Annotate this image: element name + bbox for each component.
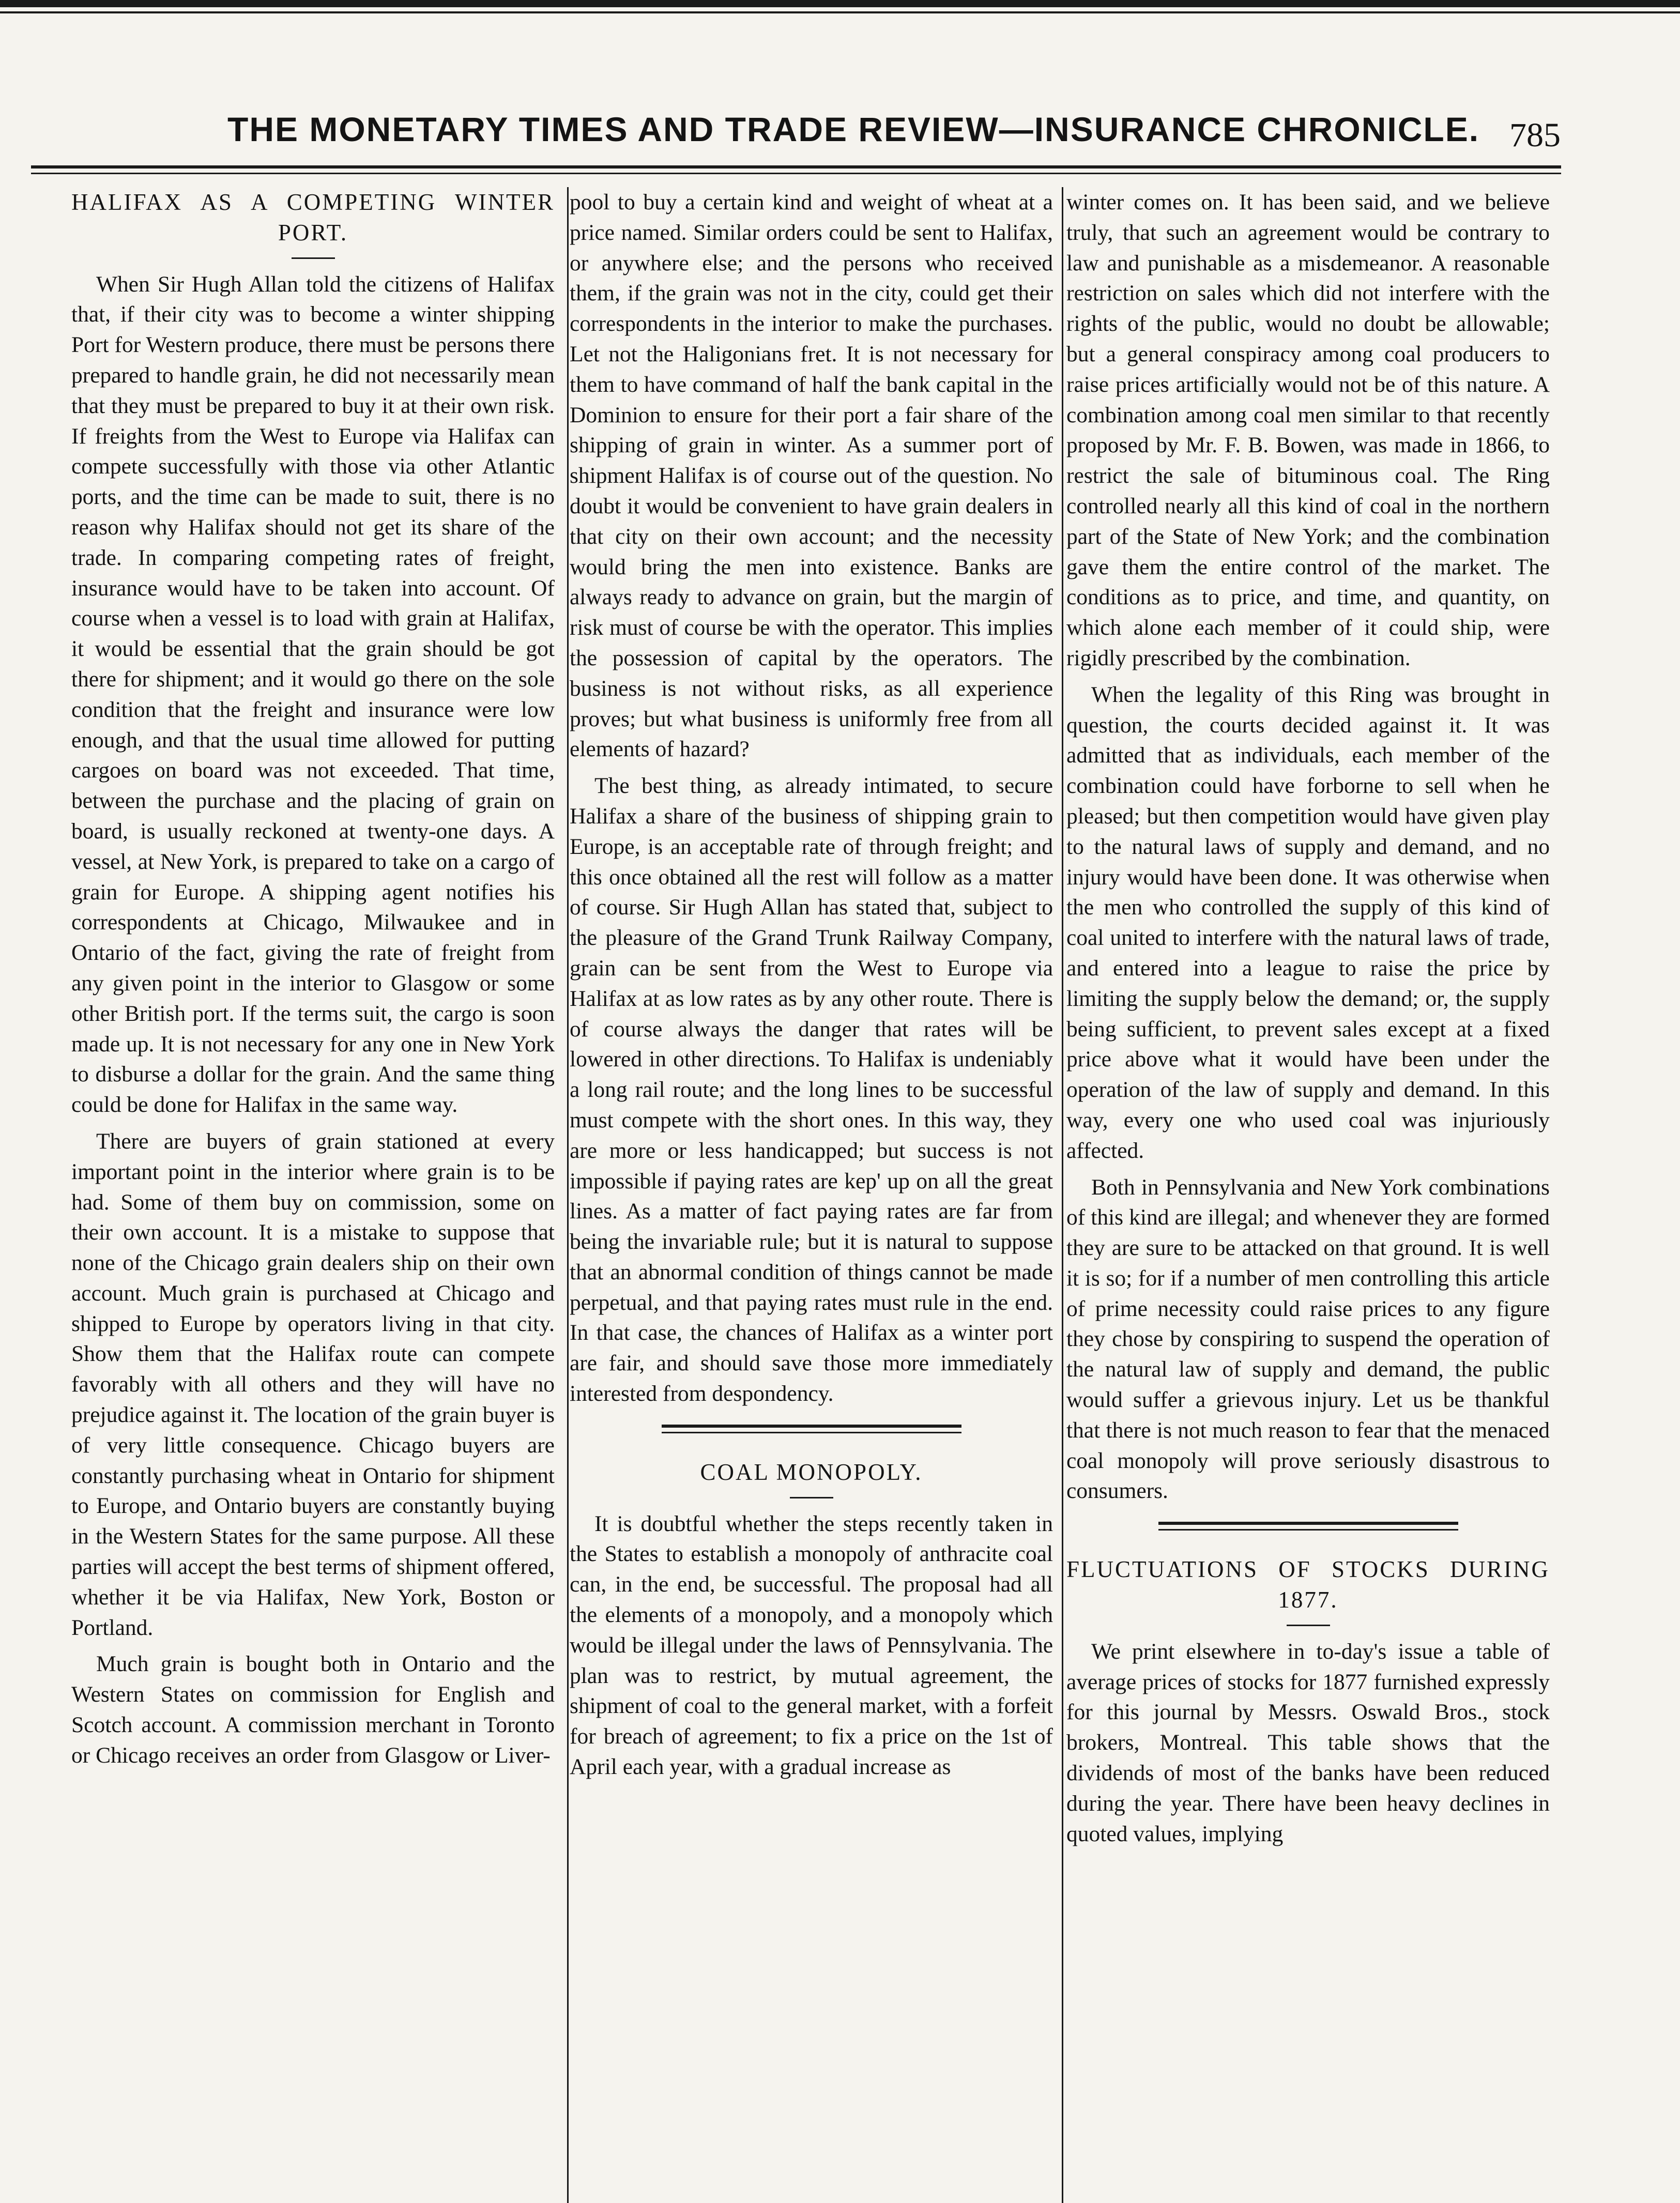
article-heading-halifax: HALIFAX AS A COMPETING WINTER PORT. [71,189,555,246]
article-paragraph: pool to buy a certain kind and weight of wheat at a price named. Similar orders could be sent to Halifax, or anywhere else; and the persons who received them, if the grain was not in the city, could get their correspondents in the interior to make the purchases. Let not the Haligonians fret. It is not necessary for them to have command of half the bank capital in the Dominion to ensure for their port a fair share of the shipping of grain in winter. As a summer port of shipment Halifax is of course out of the question. No doubt it would be convenient to have grain dealers in that city on their own account; and the necessity would bring the men into existence. Banks are always ready to advance on grain, but the margin of risk must of course be with the operator. This implies the possession of capital by the operators. The business is not without risks, as all experience proves; but what business is uniformly free from all elements of hazard? [570,190,1053,762]
article-heading-stocks: FLUCTUATIONS OF STOCKS DURING 1877. [1066,1556,1550,1613]
publication-title: THE MONETARY TIMES AND TRADE REVIEW—INSURANCE CHRONICLE. [227,110,1480,148]
column-3 [1066,187,1550,1855]
article-paragraph: When Sir Hugh Allan told the citizens of Halifax that, if their city was to become a winter shipping Port for Western produce, there must be persons there prepared to handle grain, he did not necessarily mean that they must be prepared to buy it at their own risk. If freights from the West to Europe via Halifax can compete successfully with those via other Atlantic ports, and the time can be made to suit, there is no reason why Halifax should not get its share of the trade. In comparing competing rates of freight, insurance would have to be taken into account. Of course when a vessel is to load with grain at Halifax, it would be essential that the grain should be got there for shipment; and it would go there on the sole condition that the freight and insurance were low enough, and that the usual time allowed for putting cargoes on board was not exceeded. That time, between the purchase and the placing of grain on board, is usually reckoned at twenty-one days. A vessel, at New York, is prepared to take on a cargo of grain for Europe. A shipping agent notifies his correspondents at Chicago, Milwaukee and in Ontario of the fact, giving the rate of freight from any given point in the interior to Glasgow or some other British port. If the terms suit, the cargo is soon made up. It is not necessary for any one in New York to disburse a dollar for the grain. And the same thing could be done for Halifax in the same way. [71,271,555,1118]
column-2 [570,187,1053,1788]
article-paragraph: Both in Pennsylvania and New York combinations of this kind are illegal; and whenever they are formed they are sure to be attacked on that ground. It is well it is so; for if a number of men controlling this article of prime necessity could raise prices to any figure they chose by conspiring to suspend the operation of the natural law of supply and demand, the public would suffer a grievous injury. Let us be thankful that there is not much reason to fear that the menaced coal monopoly will prove seriously disastrous to consumers. [1066,1174,1550,1504]
article-paragraph: The best thing, as already intimated, to secure Halifax a share of the business of shipping grain to Europe, is an acceptable rate of through freight; and this once obtained all the rest will follow as a matter of course. Sir Hugh Allan has stated that, subject to the pleasure of the Grand Trunk Railway Company, grain can be sent from the West to Europe via Halifax at as low rates as by any other route. There is of course always the danger that rates will be lowered in other directions. To Halifax is undeniably a long rail route; and the long lines to be successful must compete with the short ones. In this way, they are more or less handicapped; but success is not impossible if paying rates are kep' up on all the great lines. As a matter of fact paying rates are far from being the invariable rule; but it is natural to suppose that an abnormal condition of things cannot be made perpetual, and that paying rates must rule in the end. In that case, the chances of Halifax as a winter port are fair, and should save those more immediately interested from despondency. [570,773,1053,1406]
article-paragraph: When the legality of this Ring was brought in question, the courts decided against it. It was admitted that as individuals, each member of the combination could have forborne to sell when he pleased; but then competition would have given play to the natural laws of supply and demand, and no injury would have been done. It was otherwise when the men who controlled the supply of this kind of coal united to interfere with the natural laws of trade, and entered into a league to raise the price by limiting the supply below the demand; or, the supply being sufficient, to prevent sales except at a fixed price above what it would have been under the operation of the law of supply and demand. In this way, every one who used coal was injuriously affected. [1066,682,1550,1163]
article-paragraph: winter comes on. It has been said, and we believe truly, that such an agreement would be contrary to law and punishable as a misdemeanor. A reasonable restriction on sales which did not interfere with the rights of the public, would no doubt be allowable; but a general conspiracy among coal producers to raise prices artificially would not be of this nature. A combination among coal men similar to that recently proposed by Mr. F. B. Bowen, was made in 1866, to restrict the sale of bituminous coal. The Ring controlled nearly all this kind of coal in the northern part of the State of New York; and the combination gave them the entire control of the market. The conditions as to price, and time, and quantity, on which alone each member of it could ship, were rigidly prescribed by the combination. [1066,190,1550,670]
heading-rule [292,257,335,259]
column-divider [1062,187,1063,2203]
heading-rule [1287,1625,1330,1626]
article-paragraph: We print elsewhere in to-day's issue a table of average prices of stocks for 1877 furnished expressly for this journal by Messrs. Oswald Bros., stock brokers, Montreal. This table shows that the dividends of most of the banks have been reduced during the year. There have been heavy declines in quoted values, implying [1066,1639,1550,1846]
page-number: 785 [1509,116,1561,154]
page-header [0,110,1680,161]
header-rule-thick [31,165,1561,169]
article-paragraph: It is doubtful whether the steps recently taken in the States to establish a monopoly of anthracite coal can, in the end, be successful. The proposal had all the elements of a monopoly, and a monopoly which would be illegal under the laws of Pennsylvania. The plan was to restrict, by mutual agreement, the shipment of coal to the general market, with a forfeit for breach of agreement; to fix a price on the 1st of April each year, with a gradual increase as [570,1511,1053,1780]
header-rule-thin [31,173,1561,174]
article-paragraph: Much grain is bought both in Ontario and the Western States on commission for English and Scotch account. A commission merchant in Toronto or Chicago receives an order from Glasgow or Liver- [71,1651,555,1768]
article-heading-coal: COAL MONOPOLY. [700,1459,923,1485]
heading-rule [790,1497,833,1498]
section-divider [662,1425,961,1433]
top-border-rule-thin [0,11,1680,13]
top-border-rule [0,0,1680,7]
article-paragraph: There are buyers of grain stationed at every important point in the interior where grain is to be had. Some of them buy on commission, some on their own account. It is a mistake to suppose that none of the Chicago grain dealers ship on their own account. Much grain is purchased at Chicago and shipped to Europe by operators living in that city. Show them that the Halifax route can compete favorably with all others and they will have no prejudice against it. The location of the grain buyer is of very little consequence. Chicago buyers are constantly purchasing wheat in Ontario for shipment to Europe, and Ontario buyers are constantly buying in the Western States for the same purpose. All these parties will accept the best terms of shipment offered, whether it be via Halifax, New York, Boston or Portland. [71,1128,555,1640]
column-1 [71,187,555,1777]
section-divider [1158,1522,1458,1531]
column-divider [567,187,569,2203]
